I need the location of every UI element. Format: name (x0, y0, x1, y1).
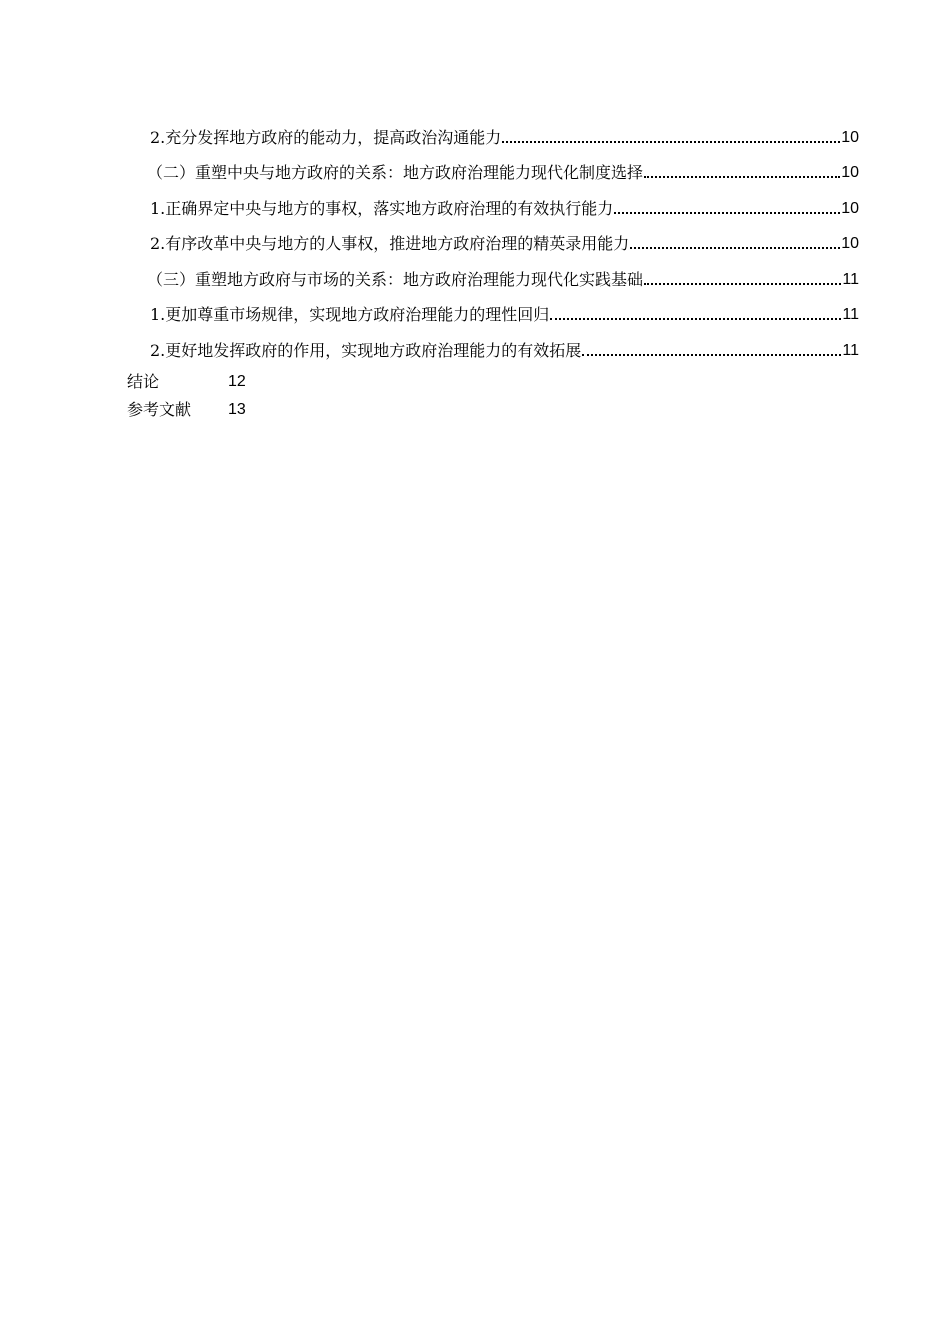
dot-leader (502, 141, 840, 143)
toc-entry-title: 2.更好地发挥政府的作用，实现地方政府治理能力的有效拓展 (150, 341, 582, 360)
toc-entry-page: 10 (841, 200, 859, 217)
toc-entry-page: 10 (841, 129, 859, 146)
toc-entry-title: 2.有序改革中央与地方的人事权，推进地方政府治理的精英录用能力 (150, 234, 630, 253)
toc-entry-title: （三）重塑地方政府与市场的关系：地方政府治理能力现代化实践基础 (147, 270, 644, 289)
dot-leader (644, 176, 840, 178)
toc-references[interactable] (127, 398, 246, 420)
dot-leader (644, 283, 841, 285)
toc-entry-title: 1.更加尊重市场规律，实现地方政府治理能力的理性回归 (150, 305, 550, 324)
toc-entry-page: 10 (841, 235, 859, 252)
dot-leader (582, 354, 841, 356)
toc-entry[interactable] (150, 337, 859, 361)
toc-entry-title: 2.充分发挥地方政府的能动力，提高政治沟通能力 (150, 128, 502, 147)
dot-leader (614, 212, 840, 214)
toc-entry[interactable] (147, 159, 859, 183)
dot-leader (550, 318, 841, 320)
toc-entry[interactable] (150, 124, 859, 148)
toc-conclusion-title: 结论 (127, 372, 160, 391)
toc-entry-title: 1.正确界定中央与地方的事权，落实地方政府治理的有效执行能力 (150, 199, 614, 218)
toc-entry-page: 11 (842, 342, 859, 359)
toc-entry[interactable] (147, 266, 859, 290)
toc-entry-title: （二）重塑中央与地方政府的关系：地方政府治理能力现代化制度选择 (147, 163, 644, 182)
toc-entry[interactable] (150, 301, 859, 325)
toc-conclusion[interactable] (127, 370, 246, 392)
toc-references-title: 参考文献 (127, 400, 192, 419)
toc-conclusion-page: 12 (228, 373, 246, 390)
toc-entry-page: 10 (841, 164, 859, 181)
toc-entry[interactable] (150, 230, 859, 254)
toc-references-page: 13 (228, 401, 246, 418)
toc-entry-page: 11 (842, 271, 859, 288)
dot-leader (630, 247, 840, 249)
toc-entry[interactable] (150, 195, 859, 219)
toc-entry-page: 11 (842, 306, 859, 323)
